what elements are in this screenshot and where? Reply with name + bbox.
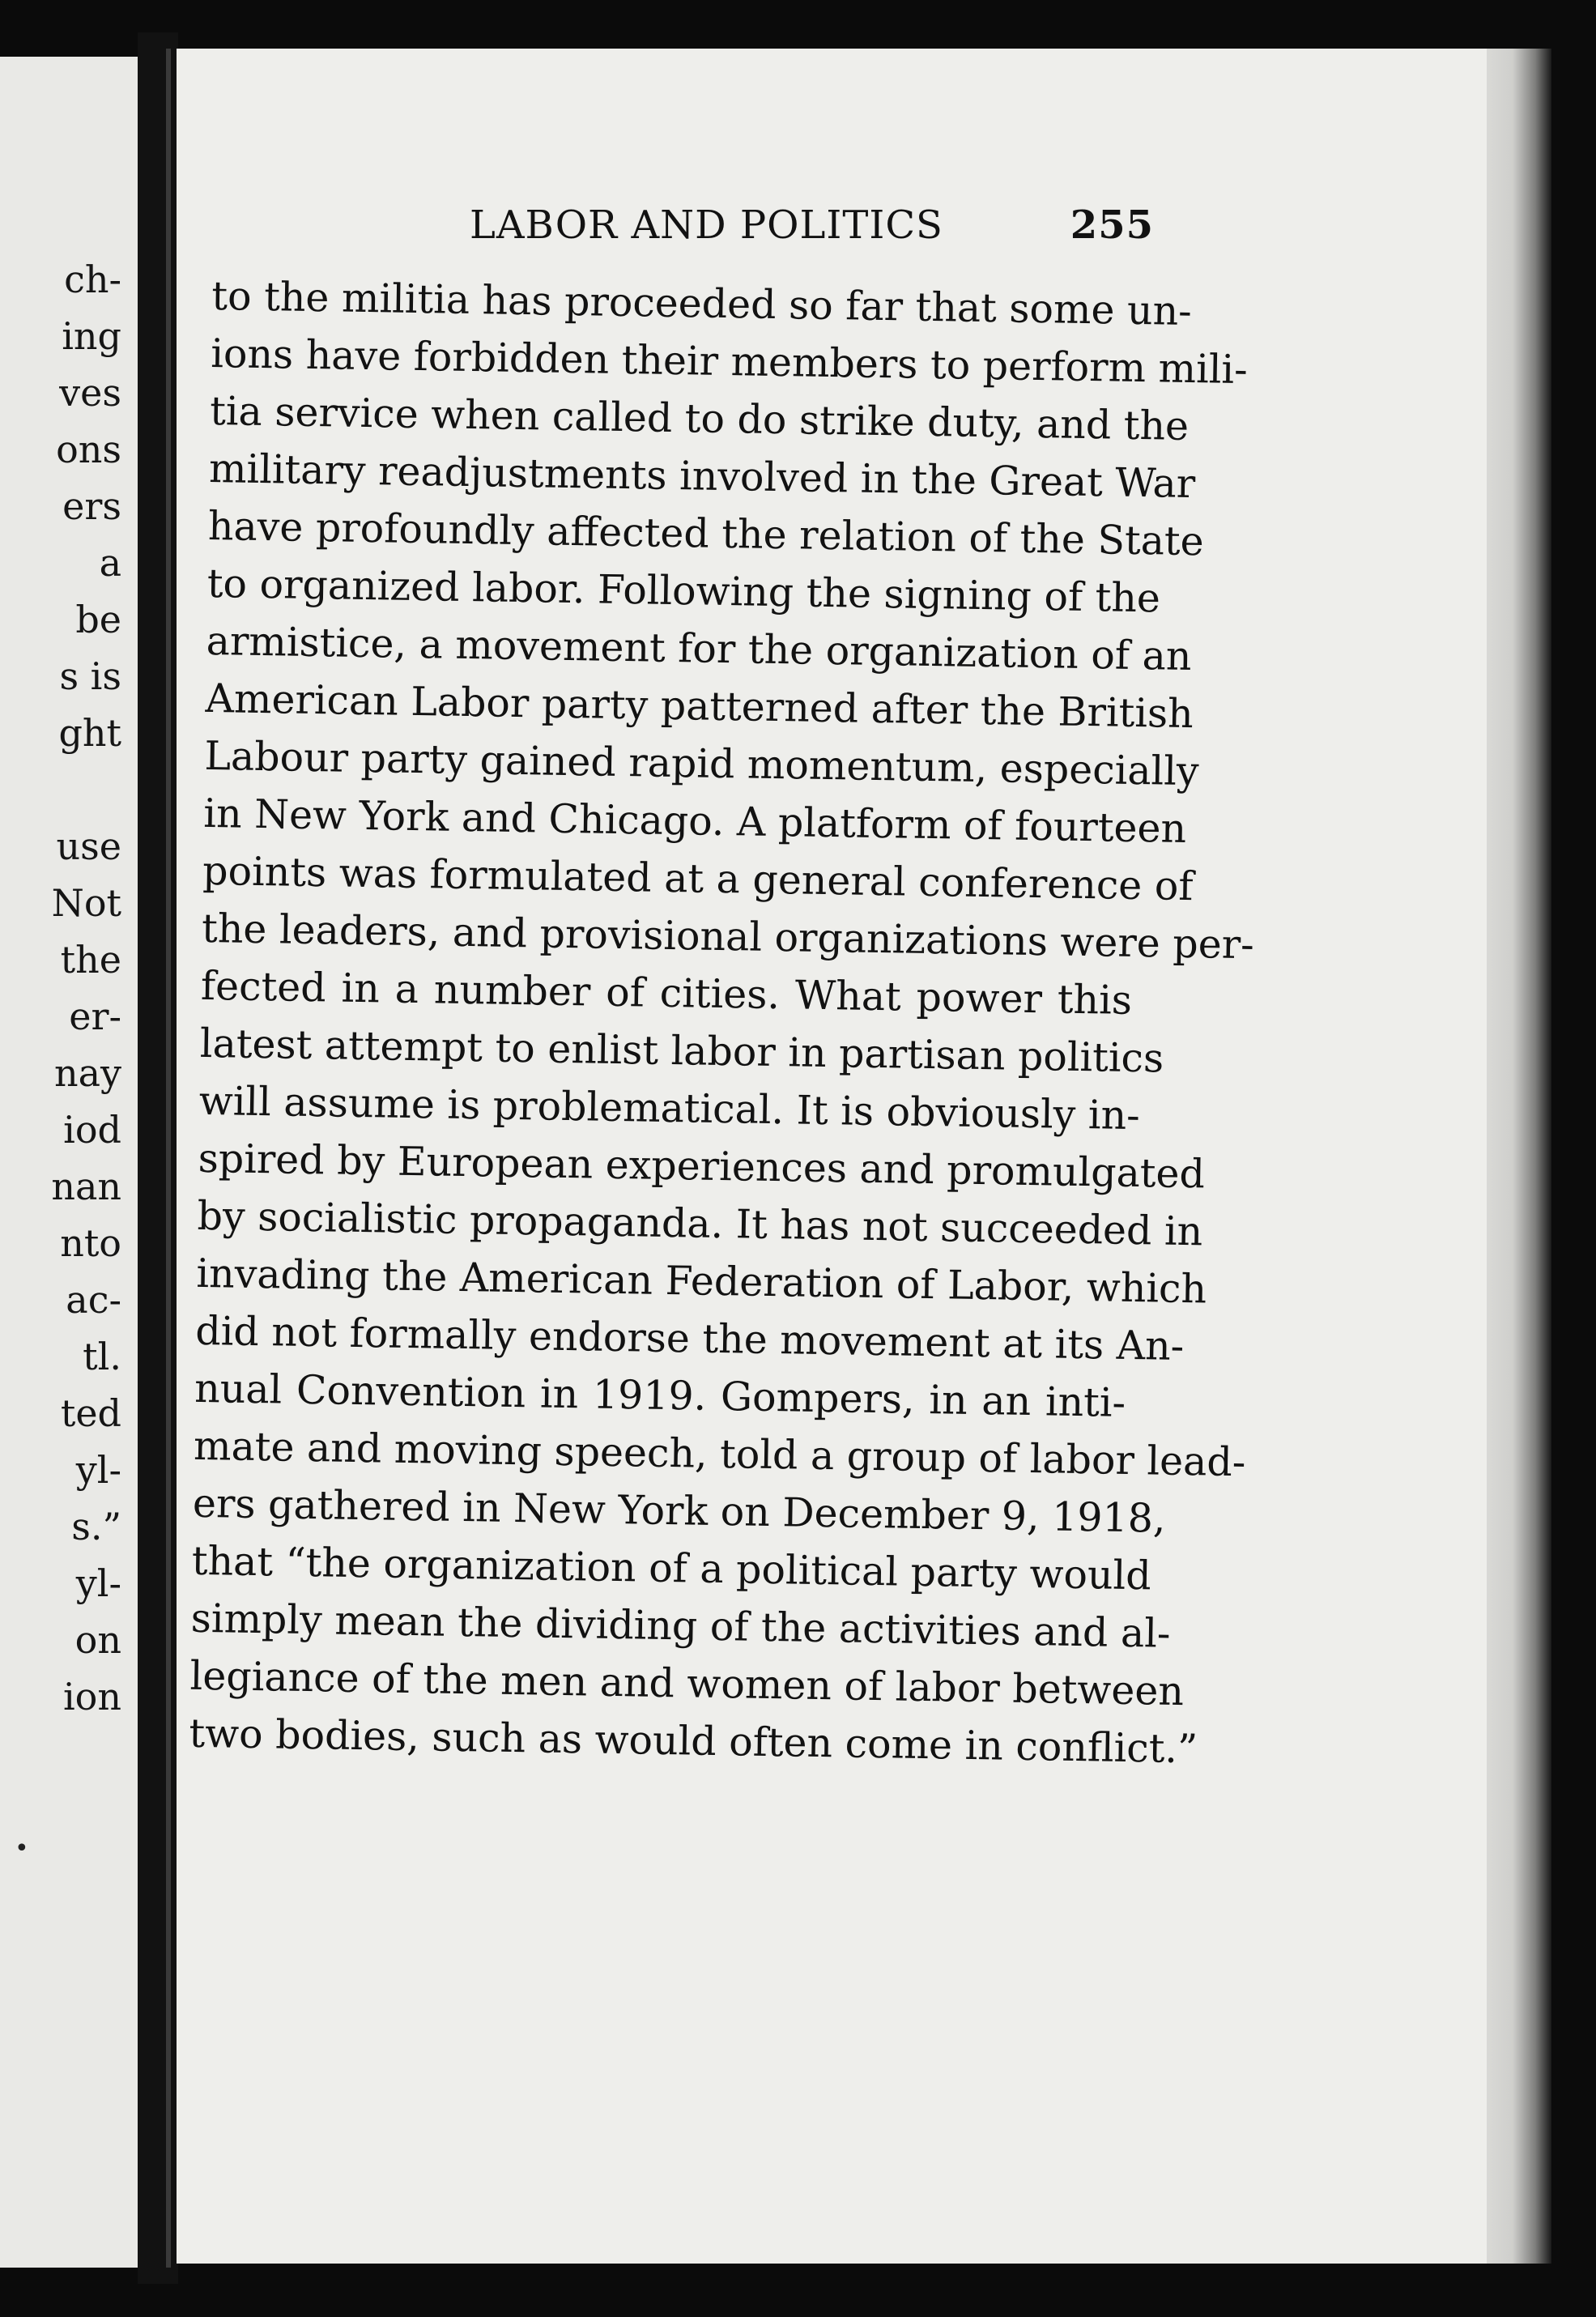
body-paragraph (189, 267, 1255, 1777)
previous-page-line: ac- (66, 1278, 121, 1322)
previous-page-line: ons (56, 428, 121, 471)
text-line: armistice, a movement for the organization of an (206, 617, 1192, 680)
text-line: to the militia has proceeded so far that some un- (211, 272, 1193, 335)
page-binding-edge (166, 49, 171, 2268)
previous-page-line: ted (60, 1391, 121, 1435)
previous-page-line: ion (62, 1675, 121, 1719)
previous-page-line: a (99, 541, 121, 585)
text-line: have profoundly affected the relation of the State (207, 502, 1205, 565)
previous-page-line: be (75, 598, 121, 641)
text-line: mate and moving speech, told a group of labor lead- (193, 1422, 1246, 1486)
previous-page-line: yl- (75, 1561, 121, 1605)
text-line: fected in a number of cities. What power this (200, 962, 1133, 1024)
previous-page-line: nay (53, 1051, 121, 1095)
text-line: will assume is problematical. It is obviously in- (198, 1077, 1141, 1139)
previous-page-line: the (60, 938, 121, 982)
text-line: simply mean the dividing of the activities and al- (190, 1595, 1171, 1657)
text-line: in New York and Chicago. A platform of fourteen (202, 790, 1187, 852)
previous-page-fragment (0, 57, 138, 2268)
previous-page-line: tl. (83, 1335, 121, 1378)
text-line: by socialistic propaganda. It has not succeeded in (197, 1192, 1203, 1255)
previous-page-line: ing (62, 314, 121, 358)
previous-page-line: s is (59, 654, 121, 698)
previous-page-line: ers (62, 484, 121, 528)
page-number: 255 (1070, 202, 1154, 248)
previous-page-line: Not (51, 881, 121, 925)
text-line: to organized labor. Following the signing of the (206, 560, 1161, 622)
text-line: ers gathered in New York on December 9, 1918, (192, 1480, 1166, 1542)
text-line: did not formally endorse the movement at its An- (194, 1307, 1185, 1370)
text-line: ions have forbidden their members to perform mili- (210, 330, 1249, 394)
text-line: invading the American Federation of Labor, which (196, 1250, 1207, 1313)
text-line: American Labor party patterned after the British (205, 675, 1194, 738)
text-line: two bodies, such as would often come in conflict.” (189, 1710, 1198, 1773)
text-line: nual Convention in 1919. Gompers, in an inti- (194, 1365, 1126, 1426)
text-line: points was formulated at a general conference of (202, 847, 1194, 910)
previous-page-line: nan (51, 1165, 121, 1208)
text-line: latest attempt to enlist labor in partisan politics (199, 1020, 1164, 1082)
text-line: spired by European experiences and promulgated (198, 1135, 1206, 1198)
text-line: legiance of the men and women of labor between (189, 1652, 1185, 1715)
previous-page-line: s.” (71, 1505, 121, 1548)
previous-page-line: er- (69, 995, 121, 1038)
previous-page-line: iod (63, 1108, 121, 1152)
text-line: tia service when called to do strike duty, and the (209, 387, 1190, 449)
text-line: the leaders, and provisional organizations were per- (201, 905, 1255, 969)
previous-page-line: ch- (64, 258, 121, 301)
previous-page-line: ves (59, 371, 121, 415)
text-line: Labour party gained rapid momentum, especially (204, 732, 1200, 795)
text-line: that “the organization of a political party would (191, 1537, 1152, 1599)
previous-page-line: use (56, 824, 121, 868)
text-line: military readjustments involved in the Great War (208, 445, 1196, 508)
previous-page-line: nto (60, 1221, 121, 1265)
previous-page-line: yl- (75, 1448, 121, 1492)
page-mark: • (15, 1834, 29, 1863)
previous-page-line: on (74, 1618, 121, 1662)
running-head-title: LABOR AND POLITICS (470, 202, 943, 248)
previous-page-line: ght (58, 711, 121, 755)
book-gutter (138, 32, 178, 2284)
page-stack-edge (1487, 49, 1551, 2264)
